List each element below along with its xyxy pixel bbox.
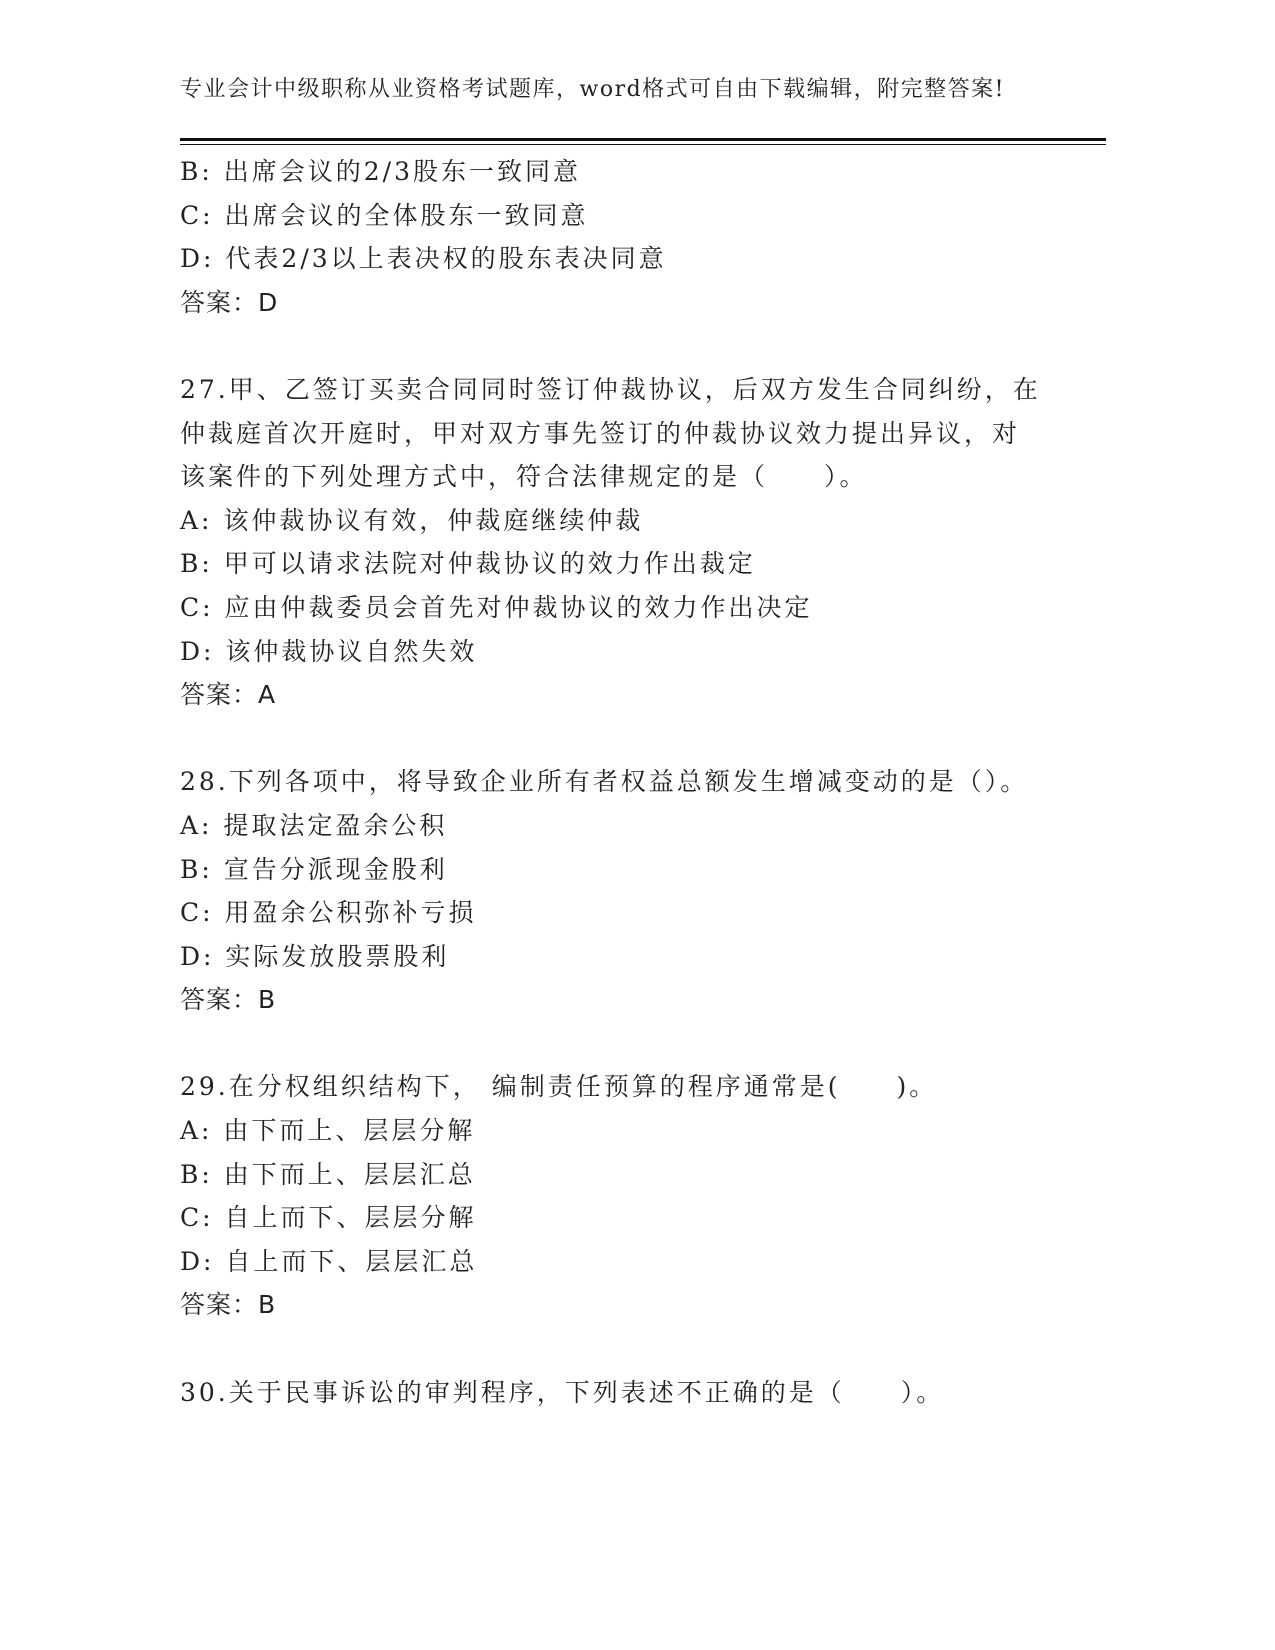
- prev-question: [180, 150, 1110, 324]
- spacer: [180, 717, 1110, 761]
- question-stem-line: 27.甲、乙签订买卖合同同时签订仲裁协议，后双方发生合同纠纷，在: [180, 374, 1041, 404]
- question-stem-line: 仲裁庭首次开庭时，甲对双方事先签订的仲裁协议效力提出异议，对: [180, 418, 1021, 448]
- answer: 答案：D: [180, 287, 279, 317]
- option-d: D: 该仲裁协议自然失效: [180, 636, 478, 666]
- option-c: C: 自上而下、层层分解: [180, 1203, 477, 1233]
- question-content: [180, 150, 1110, 1414]
- option-a: A: 由下而上、层层分解: [180, 1116, 476, 1146]
- option-c: C: 应由仲裁委员会首先对仲裁协议的效力作出决定: [180, 592, 813, 622]
- option-c: C: 出席会议的全体股东一致同意: [180, 200, 589, 230]
- option-b: B: 出席会议的2/3股东一致同意: [180, 157, 581, 186]
- question-28: [180, 760, 1110, 1022]
- option-b: B: 甲可以请求法院对仲裁协议的效力作出裁定: [180, 549, 756, 579]
- option-b: B: 宣告分派现金股利: [180, 854, 448, 884]
- option-a: A: 该仲裁协议有效，仲裁庭继续仲裁: [180, 505, 644, 535]
- question-stem-line: 28.下列各项中，将导致企业所有者权益总额发生增减变动的是（）。: [180, 767, 1029, 797]
- header-rule-thick: [180, 138, 1106, 141]
- page-header: 专业会计中级职称从业资格考试题库，word格式可自由下载编辑，附完整答案!: [180, 77, 1006, 102]
- question-29: [180, 1065, 1110, 1327]
- option-d: D: 自上而下、层层汇总: [180, 1246, 478, 1276]
- option-d: D: 实际发放股票股利: [180, 941, 450, 971]
- option-d: D: 代表2/3以上表决权的股东表决同意: [180, 244, 667, 274]
- question-30: [180, 1371, 1110, 1415]
- answer: 答案：A: [180, 680, 277, 710]
- option-a: A: 提取法定盈余公积: [180, 810, 448, 840]
- header-rule-thin: [180, 144, 1106, 145]
- answer: 答案：B: [180, 985, 277, 1015]
- question-stem-line: 该案件的下列处理方式中，符合法律规定的是（ ）。: [180, 462, 868, 492]
- question-stem-line: 29.在分权组织结构下， 编制责任预算的程序通常是( )。: [180, 1072, 938, 1102]
- spacer: [180, 324, 1110, 368]
- spacer: [180, 1327, 1110, 1371]
- option-b: B: 由下而上、层层汇总: [180, 1159, 476, 1189]
- option-c: C: 用盈余公积弥补亏损: [180, 898, 477, 928]
- spacer: [180, 1022, 1110, 1066]
- answer: 答案：B: [180, 1290, 277, 1320]
- question-27: [180, 368, 1110, 717]
- question-stem-line: 30.关于民事诉讼的审判程序，下列表述不正确的是（ ）。: [180, 1377, 945, 1407]
